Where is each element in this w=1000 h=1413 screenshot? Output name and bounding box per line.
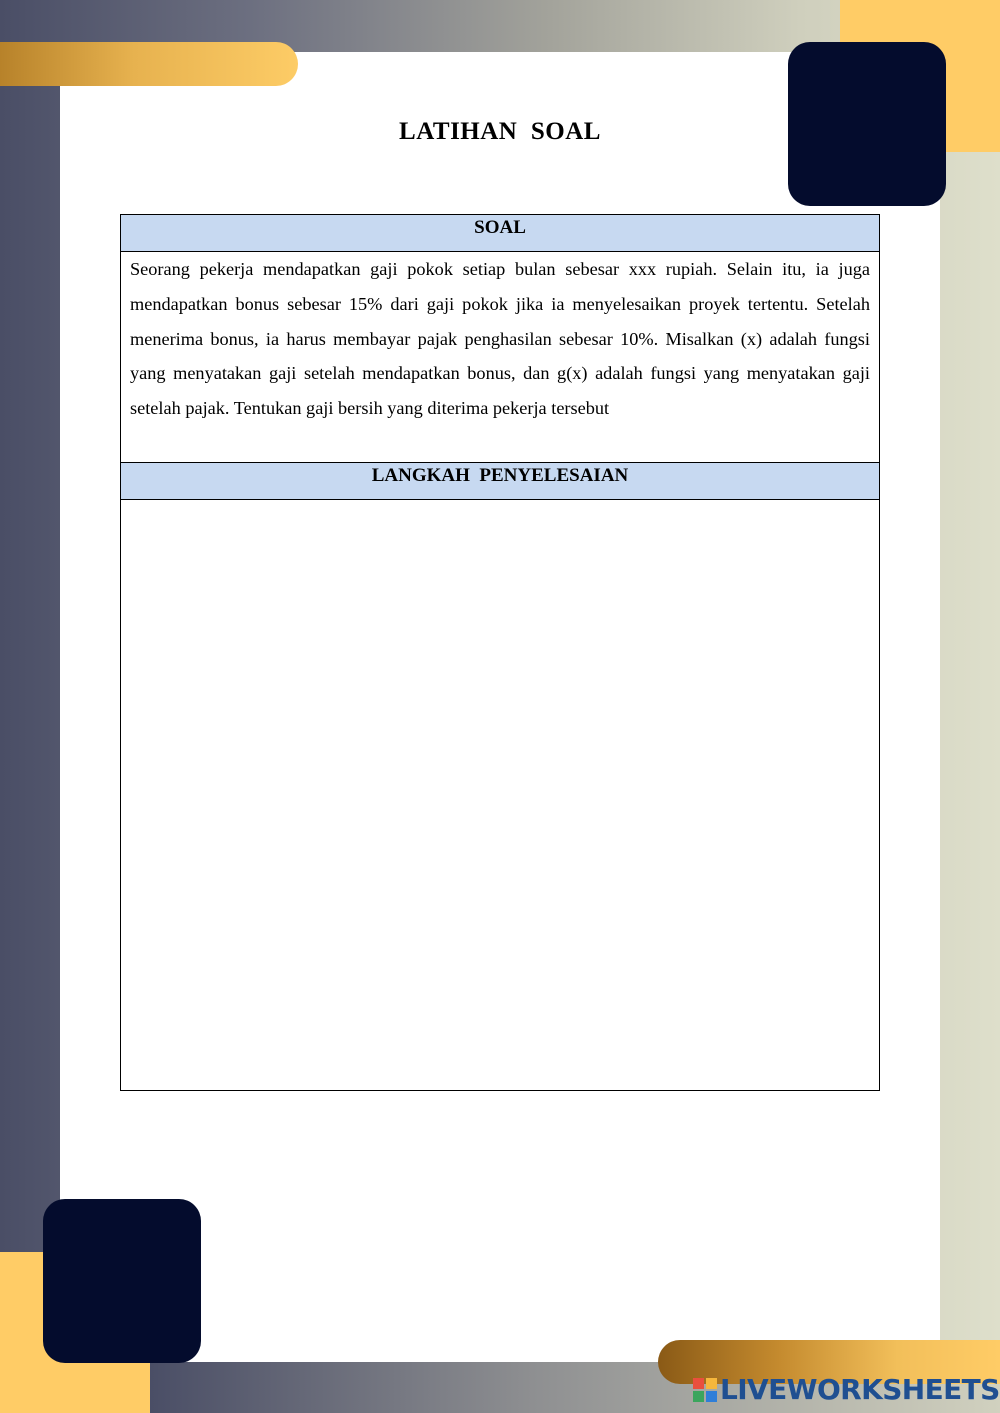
worksheet-title: LATIHAN SOAL: [399, 118, 601, 145]
question-header: SOAL: [121, 215, 880, 252]
answer-input[interactable]: [121, 500, 879, 1090]
liveworksheets-logo-icon: [693, 1378, 717, 1402]
answer-cell: [121, 500, 880, 1091]
question-cell: [121, 252, 880, 463]
question-text: Seorang pekerja mendapatkan gaji pokok setiap bulan sebesar xxx rupiah. Selain itu, ia juga mendapatkan bonus sebesar 15% dari gaji pokok jika ia menyelesaikan proyek tertentu. Setelah menerima bonus, ia harus membayar pajak penghasilan sebesar 10%. Misalkan (x) adalah fungsi yang menyatakan gaji setelah mendapatkan bonus, dan g(x) adalah fungsi yang menyatakan gaji setelah pajak. Tentukan gaji bersih yang diterima pekerja tersebut: [130, 259, 870, 419]
liveworksheets-logo[interactable]: [693, 1373, 1000, 1408]
answer-header: LANGKAH PENYELESAIAN: [121, 463, 880, 500]
top-left-gold-bar: [0, 42, 298, 86]
worksheet-table: [120, 214, 880, 1091]
logo-text: LIVEWORKSHEETS: [720, 1373, 1000, 1406]
bottom-left-navy-square: [43, 1199, 201, 1363]
